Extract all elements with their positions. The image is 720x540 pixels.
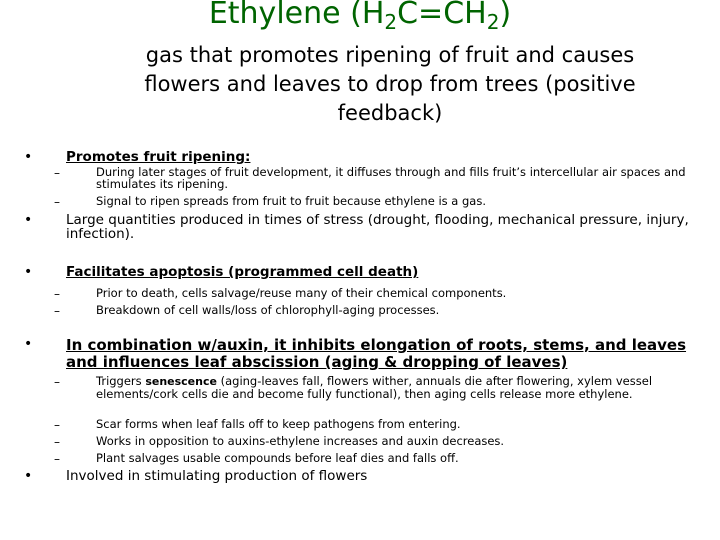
slide-subtitle: gas that promotes ripening of fruit and causes flowers and leaves to drop from trees (positive feedback) — [144, 43, 636, 125]
bullet-text: Involved in stimulating production of flowers — [66, 468, 368, 484]
sub-bullet-text: Breakdown of cell walls/loss of chlorophyll-aging processes. — [96, 303, 440, 317]
bullet-text: In combination w/auxin, it inhibits elongation of roots, stems, and leaves and influences leaf abscission (aging & dropping of leaves) — [66, 336, 687, 371]
bullet-text: Large quantities produced in times of stress (drought, flooding, mechanical pressure, injury, infection). — [66, 212, 689, 242]
sub-bullet-marker: – — [54, 287, 60, 301]
sub-bullet-text: During later stages of fruit development, it diffuses through and fills fruit’s intercellular air spaces and stimulates its ripening. — [96, 165, 686, 191]
sub-bullet-marker: – — [54, 418, 60, 432]
sub-bullet-text: Scar forms when leaf falls off to keep pathogens from entering. — [96, 417, 461, 431]
bullet-text: Promotes fruit ripening: — [66, 149, 251, 165]
bullet-marker: • — [24, 264, 33, 280]
sub-bullet-marker: – — [54, 166, 60, 180]
bullet-marker: • — [24, 468, 33, 484]
slide-title: Ethylene $(H_2C=CH_2)$ — [208, 0, 512, 34]
sub-bullet-text: Prior to death, cells salvage/reuse many of their chemical components. — [96, 286, 507, 300]
sub-bullet-text: Plant salvages usable compounds before leaf dies and falls off. — [96, 451, 459, 465]
bullet-text: Facilitates apoptosis (programmed cell death) — [66, 264, 419, 280]
sub-bullet-marker: – — [54, 195, 60, 209]
sub-bullet-text: Signal to ripen spreads from fruit to fruit because ethylene is a gas. — [96, 194, 486, 208]
senescence-term: senescence — [145, 375, 217, 388]
sub-bullet-text: Triggers senescence (aging-leaves fall, flowers wither, annuals die after flowering, xylem vessel elements/cork cells die and become fully functional), then aging cells release more ethylene. — [96, 374, 653, 401]
sub-bullet-marker: – — [54, 452, 60, 466]
sub-bullet-text: Works in opposition to auxins-ethylene increases and auxin decreases. — [96, 434, 505, 448]
sub-bullet-marker: – — [54, 375, 60, 389]
bullet-marker: • — [24, 149, 33, 165]
sub-bullet-marker: – — [54, 304, 60, 318]
sub-bullet-marker: – — [54, 435, 60, 449]
bullet-marker: • — [24, 336, 33, 352]
bullet-marker: • — [24, 212, 33, 228]
